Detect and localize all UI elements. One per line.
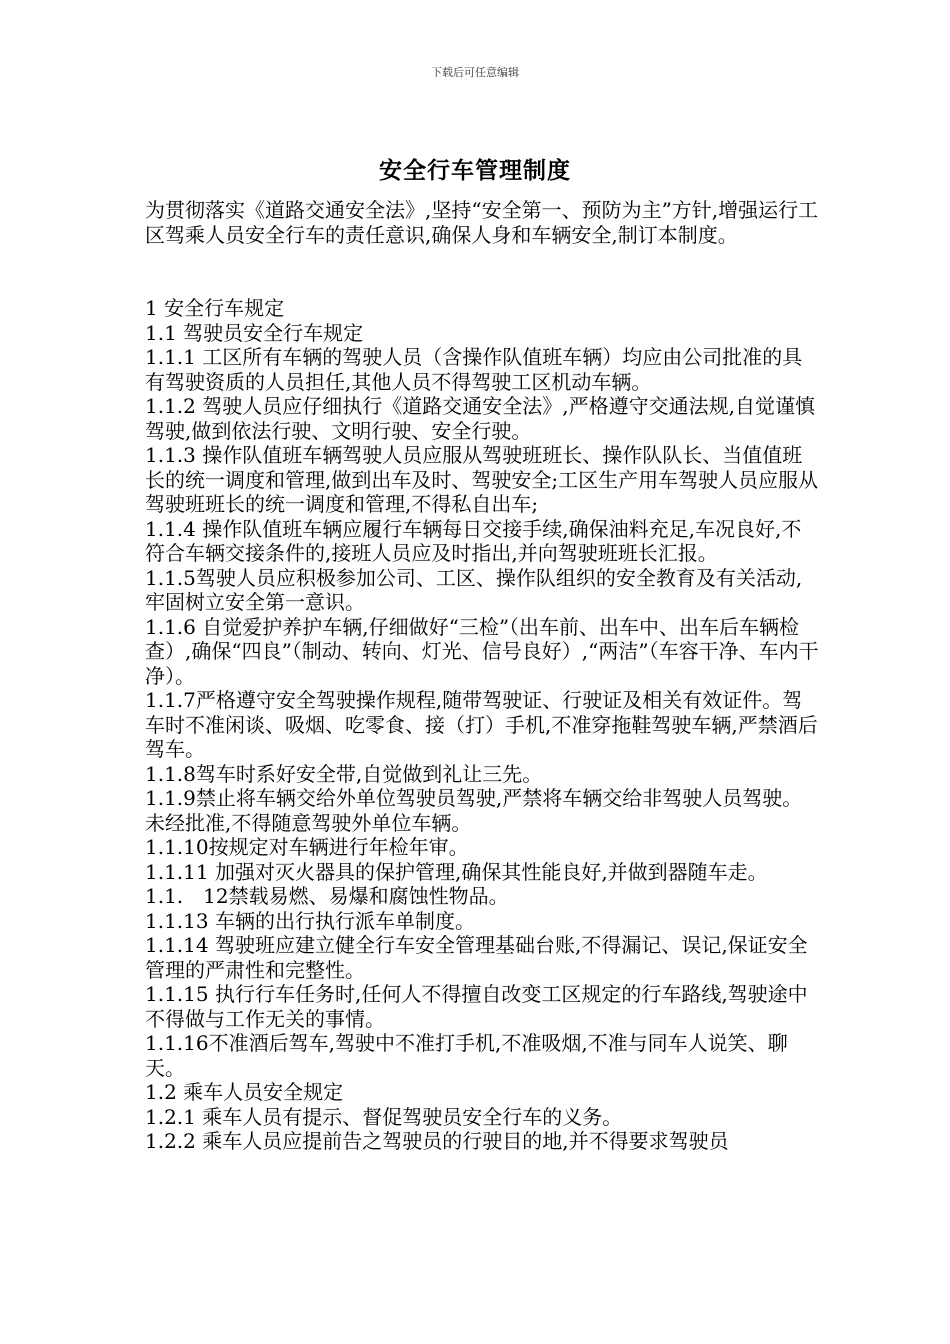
clause-paragraph: 1.1.2 驾驶人员应仔细执行《道路交通安全法》,严格遵守交通法规,自觉谨慎驾驶,做到依法行驶、文明行驶、安全行驶。 bbox=[145, 394, 815, 443]
clause-paragraph: 1.1.11 加强对灭火器具的保护管理,确保其性能良好,并做到器随车走。 bbox=[145, 859, 768, 884]
clause-paragraph: 1.1.14 驾驶班应建立健全行车安全管理基础台账,不得漏记、误记,保证安全管理的严肃性和完整性。 bbox=[145, 933, 808, 982]
clause-paragraph: 1.1. 12禁载易燃、易爆和腐蚀性物品。 bbox=[145, 884, 509, 908]
clause-paragraph: 1.1.10按规定对车辆进行年检年审。 bbox=[145, 835, 469, 859]
clause-paragraph: 1.1.4 操作队值班车辆应履行车辆每日交接手续,确保油料充足,车况良好,不符合车辆交接条件的,接班人员应及时指出,并向驾驶班班长汇报。 bbox=[145, 516, 802, 565]
intro-paragraph: 为贯彻落实《道路交通安全法》,坚持“安全第一、预防为主”方针,增强运行工区驾乘人员安全行车的责任意识,确保人身和车辆安全,制订本制度。 bbox=[145, 198, 819, 247]
clause-paragraph: 1.2.2 乘车人员应提前告之驾驶员的行驶目的地,并不得要求驾驶员 bbox=[145, 1129, 729, 1153]
paragraph-spacer bbox=[145, 247, 820, 296]
clause-paragraph: 1.1.15 执行行车任务时,任何人不得擅自改变工区规定的行车路线,驾驶途中不得做与工作无关的事情。 bbox=[145, 982, 808, 1031]
clause-paragraph: 1.1.9禁止将车辆交给外单位驾驶员驾驶,严禁将车辆交给非驾驶人员驾驶。未经批准,不得随意驾驶外单位车辆。 bbox=[145, 786, 803, 835]
page-header-note: 下载后可任意编辑 bbox=[431, 66, 519, 79]
document-body bbox=[145, 198, 820, 1154]
document-title: 安全行车管理制度 bbox=[379, 158, 571, 184]
subsection-heading: 1.2 乘车人员安全规定 bbox=[145, 1080, 344, 1104]
clause-paragraph: 1.1.7严格遵守安全驾驶操作规程,随带驾驶证、行驶证及相关有效证件。驾车时不准闲谈、吸烟、吃零食、接（打）手机,不准穿拖鞋驾驶车辆,严禁酒后驾车。 bbox=[145, 688, 818, 761]
clause-paragraph: 1.1.1 工区所有车辆的驾驶人员（含操作队值班车辆）均应由公司批准的具有驾驶资质的人员担任,其他人员不得驾驶工区机动车辆。 bbox=[145, 345, 803, 394]
clause-paragraph: 1.1.13 车辆的出行执行派车单制度。 bbox=[145, 908, 475, 933]
clause-paragraph: 1.1.16不准酒后驾车,驾驶中不准打手机,不准吸烟,不准与同车人说笑、聊天。 bbox=[145, 1031, 788, 1080]
subsection-heading: 1.1 驾驶员安全行车规定 bbox=[145, 320, 364, 345]
clause-paragraph: 1.1.8驾车时系好安全带,自觉做到礼让三先。 bbox=[145, 761, 543, 786]
clause-paragraph: 1.1.3 操作队值班车辆驾驶人员应服从驾驶班班长、操作队队长、当值值班长的统一调度和管理,做到出车及时、驾驶安全;工区生产用车驾驶人员应服从驾驶班班长的统一调度和管理,不得私自出车; bbox=[145, 443, 819, 516]
section-heading: 1 安全行车规定 bbox=[145, 296, 285, 320]
clause-paragraph: 1.1.5驾驶人员应积极参加公司、工区、操作队组织的安全教育及有关活动,牢固树立安全第一意识。 bbox=[145, 565, 803, 614]
clause-paragraph: 1.1.6 自觉爱护养护车辆,仔细做好“三检”（出车前、出车中、出车后车辆检查）,确保“四良”（制动、转向、灯光、信号良好）,“两洁”（车容干净、车内干净）。 bbox=[145, 614, 819, 688]
clause-paragraph: 1.2.1 乘车人员有提示、督促驾驶员安全行车的义务。 bbox=[145, 1104, 623, 1129]
